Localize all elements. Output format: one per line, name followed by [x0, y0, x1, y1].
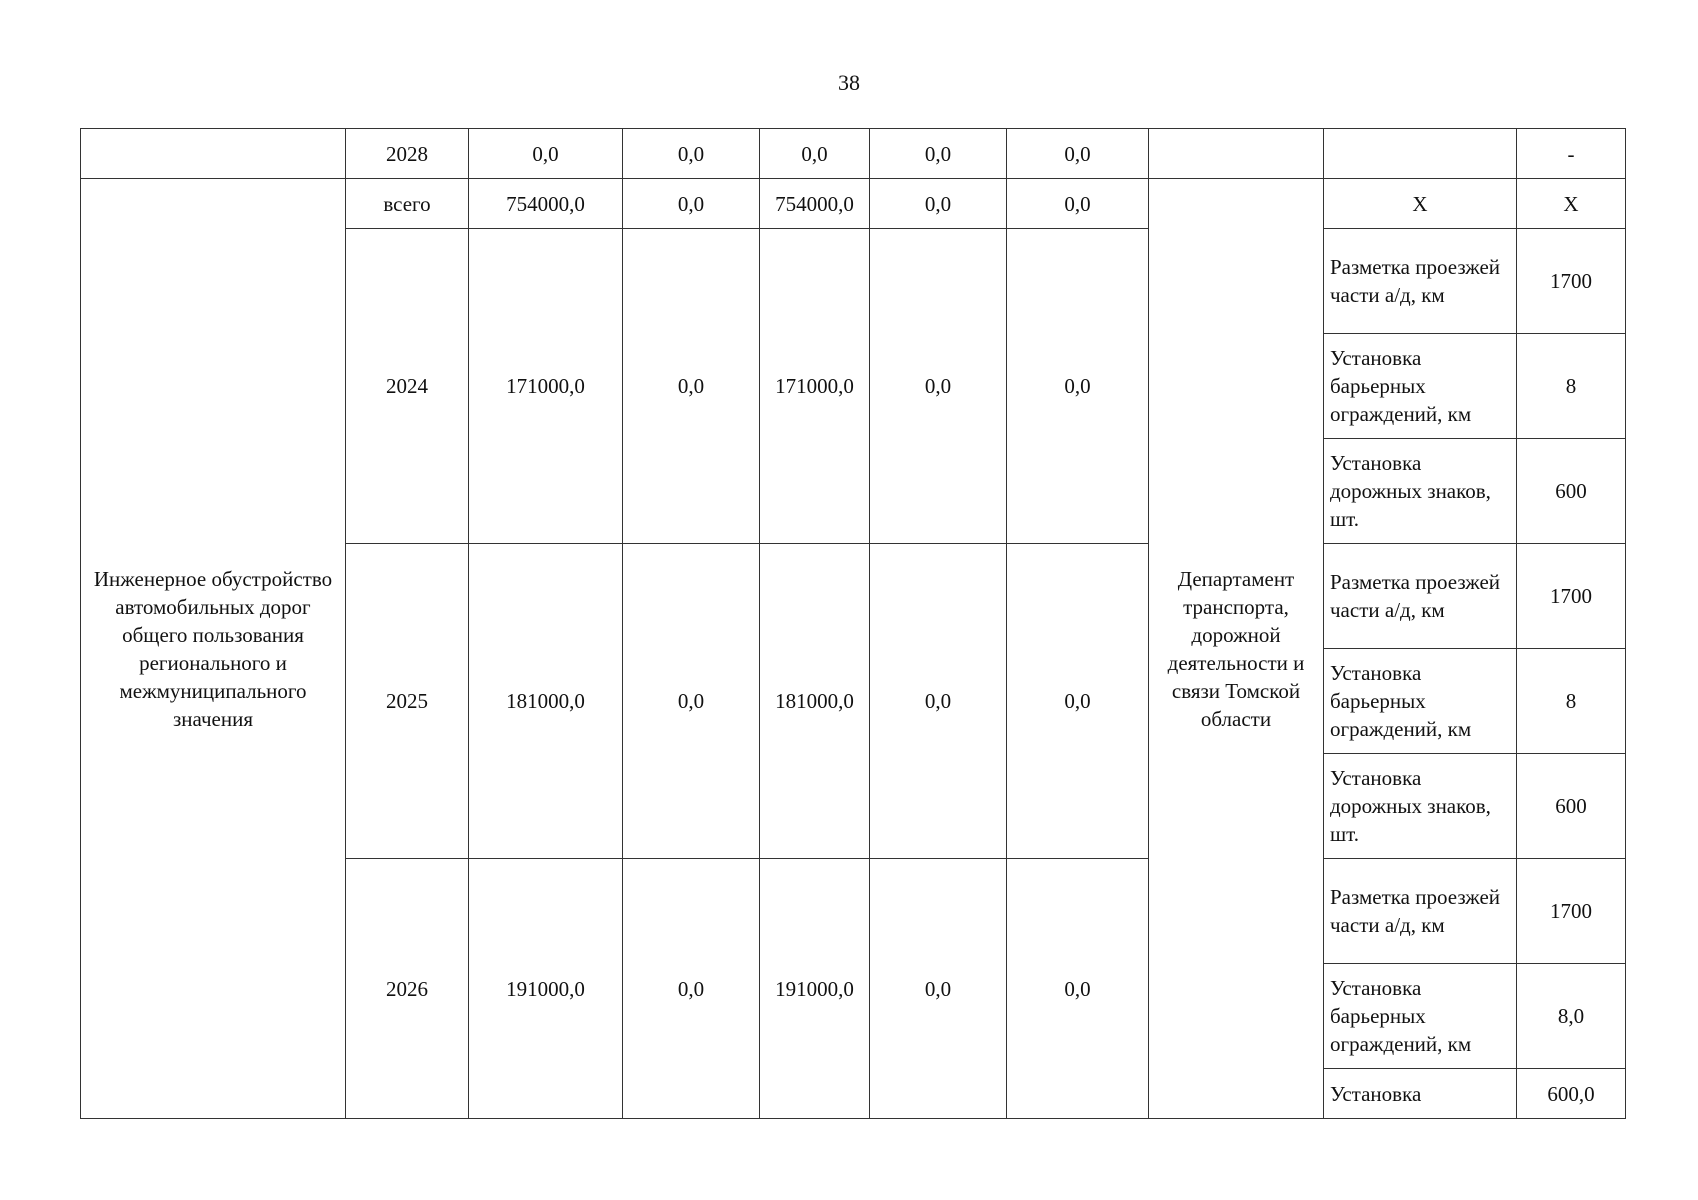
indicator-cell: Установка дорожных знаков, шт.: [1324, 439, 1517, 544]
indicator-cell: Установка барьерных ограждений, км: [1324, 964, 1517, 1069]
value-cell: 0,0: [1007, 859, 1149, 1119]
value-cell: 0,0: [1007, 544, 1149, 859]
indicator-value-cell: 8,0: [1517, 964, 1626, 1069]
value-cell: 0,0: [1007, 129, 1149, 179]
indicator-cell-empty: [1324, 129, 1517, 179]
value-cell: 0,0: [469, 129, 623, 179]
activity-cell-empty: [81, 129, 346, 179]
value-cell: 171000,0: [760, 229, 870, 544]
indicator-cell: Установка барьерных ограждений, км: [1324, 334, 1517, 439]
indicator-value-cell: 8: [1517, 649, 1626, 754]
value-cell: 754000,0: [469, 179, 623, 229]
value-cell: 191000,0: [469, 859, 623, 1119]
executor-cell-empty: [1149, 129, 1324, 179]
value-cell: 0,0: [623, 544, 760, 859]
value-cell: 191000,0: [760, 859, 870, 1119]
program-table: [80, 128, 1626, 1119]
value-cell: 0,0: [623, 179, 760, 229]
indicator-value-cell: 600: [1517, 439, 1626, 544]
value-cell: 754000,0: [760, 179, 870, 229]
indicator-value-cell: Х: [1517, 179, 1626, 229]
indicator-value-cell: 1700: [1517, 229, 1626, 334]
indicator-value-cell: 600,0: [1517, 1069, 1626, 1119]
value-cell: 0,0: [870, 129, 1007, 179]
page-number: 38: [838, 70, 860, 95]
executor-cell: Департамент транспорта, дорожной деятельности и связи Томской области: [1149, 179, 1324, 1119]
indicator-value-cell: -: [1517, 129, 1626, 179]
year-cell: 2028: [346, 129, 469, 179]
indicator-cell: Установка: [1324, 1069, 1517, 1119]
value-cell: 0,0: [623, 129, 760, 179]
activity-cell: Инженерное обустройство автомобильных дорог общего пользования регионального и межмуниципального значения: [81, 179, 346, 1119]
indicator-value-cell: 1700: [1517, 859, 1626, 964]
indicator-value-cell: 8: [1517, 334, 1626, 439]
value-cell: 0,0: [623, 229, 760, 544]
value-cell: 0,0: [870, 179, 1007, 229]
value-cell: 0,0: [623, 859, 760, 1119]
value-cell: 0,0: [1007, 229, 1149, 544]
year-cell: всего: [346, 179, 469, 229]
value-cell: 0,0: [870, 859, 1007, 1119]
table-row: [81, 129, 1626, 179]
indicator-value-cell: 600: [1517, 754, 1626, 859]
indicator-cell: Разметка проезжей части а/д, км: [1324, 859, 1517, 964]
indicator-cell: Установка дорожных знаков, шт.: [1324, 754, 1517, 859]
indicator-cell: Разметка проезжей части а/д, км: [1324, 229, 1517, 334]
table-row: [81, 179, 1626, 229]
value-cell: 0,0: [870, 544, 1007, 859]
indicator-cell: Разметка проезжей части а/д, км: [1324, 544, 1517, 649]
value-cell: 0,0: [1007, 179, 1149, 229]
value-cell: 0,0: [760, 129, 870, 179]
year-cell: 2026: [346, 859, 469, 1119]
year-cell: 2024: [346, 229, 469, 544]
year-cell: 2025: [346, 544, 469, 859]
value-cell: 171000,0: [469, 229, 623, 544]
indicator-cell: Х: [1324, 179, 1517, 229]
value-cell: 181000,0: [469, 544, 623, 859]
value-cell: 181000,0: [760, 544, 870, 859]
indicator-value-cell: 1700: [1517, 544, 1626, 649]
indicator-cell: Установка барьерных ограждений, км: [1324, 649, 1517, 754]
value-cell: 0,0: [870, 229, 1007, 544]
